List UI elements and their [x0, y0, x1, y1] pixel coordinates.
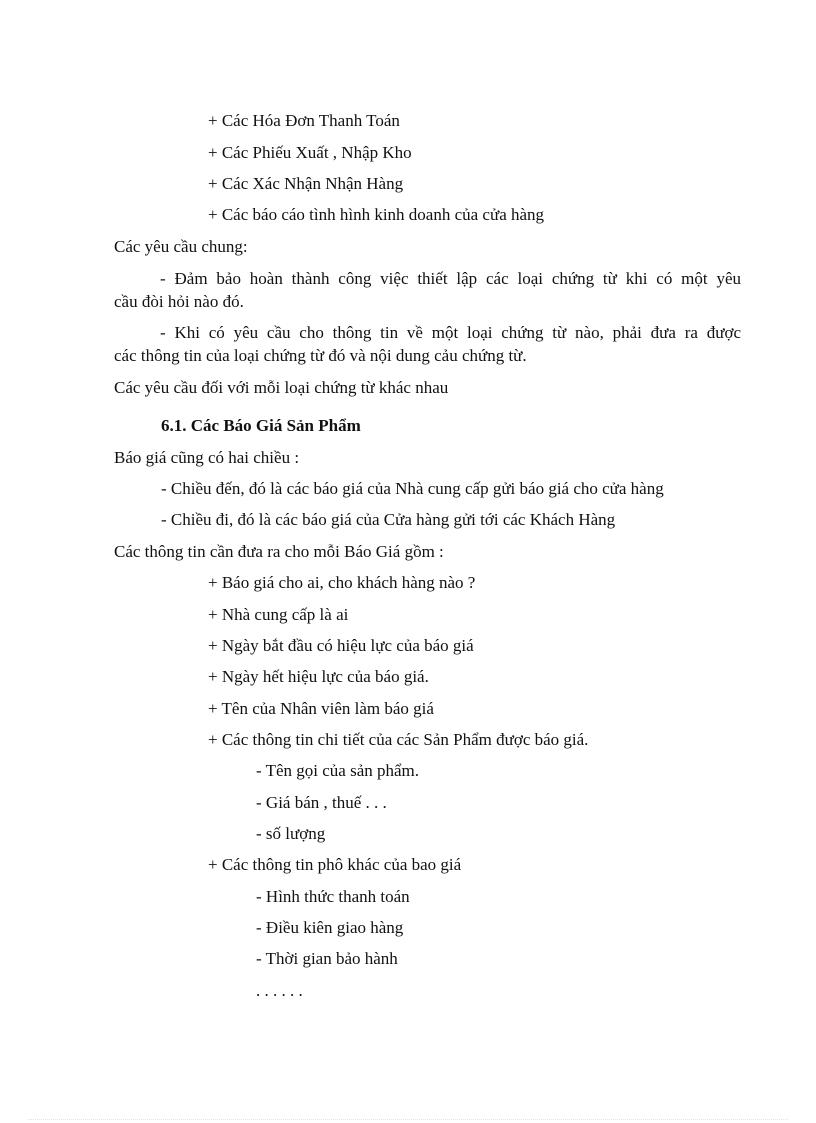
- footer-divider: [28, 1119, 788, 1120]
- other-item: - Hình thức thanh toán: [256, 887, 410, 906]
- section-heading: 6.1. Các Báo Giá Sản Phẩm: [161, 416, 361, 435]
- intro-item: + Các Phiếu Xuất , Nhập Kho: [208, 143, 412, 162]
- other-item: - Điều kiên giao hàng: [256, 918, 404, 937]
- other-item: - Thời gian bảo hành: [256, 949, 398, 968]
- info-item: + Các thông tin chi tiết của các Sản Phẩm được báo giá.: [208, 730, 589, 749]
- general-requirement-2-line2: các thông tin của loại chứng từ đó và nội dung cảu chứng từ.: [114, 346, 527, 365]
- per-type-requirements-title: Các yêu cầu đối với mỗi loại chứng từ khác nhau: [114, 378, 449, 397]
- info-item: + Báo giá cho ai, cho khách hàng nào ?: [208, 573, 476, 592]
- direction-out-item: - Chiều đi, đó là các báo giá của Cửa hàng gửi tới các Khách Hàng: [161, 510, 616, 529]
- direction-in-item: - Chiều đến, đó là các báo giá của Nhà cung cấp gửi báo giá cho cửa hàng: [161, 479, 664, 498]
- info-item: + Ngày hết hiệu lực của báo giá.: [208, 667, 429, 686]
- ellipsis: . . . . . .: [256, 981, 303, 1000]
- info-item: + Nhà cung cấp là ai: [208, 605, 349, 624]
- intro-item: + Các Hóa Đơn Thanh Toán: [208, 111, 400, 130]
- info-item: + Tên của Nhân viên làm báo giá: [208, 699, 434, 718]
- info-title: Các thông tin cần đưa ra cho mỗi Báo Giá gồm :: [114, 542, 444, 561]
- detail-item: - Giá bán , thuế . . .: [256, 793, 387, 812]
- detail-item: - số lượng: [256, 824, 326, 843]
- two-way-statement: Báo giá cũng có hai chiều :: [114, 448, 300, 467]
- intro-item: + Các báo cáo tình hình kinh doanh của cửa hàng: [208, 205, 545, 224]
- detail-item: - Tên gọi của sản phẩm.: [256, 761, 420, 780]
- general-requirement-1-line2: cầu đòi hỏi nào đó.: [114, 292, 244, 311]
- intro-item: + Các Xác Nhận Nhận Hàng: [208, 174, 404, 193]
- general-requirement-2-line1: - Khi có yêu cầu cho thông tin về một loại chứng từ nào, phải đưa ra được: [160, 323, 741, 342]
- other-info-title: + Các thông tin phô khác của bao giá: [208, 855, 462, 874]
- general-requirements-title: Các yêu cầu chung:: [114, 237, 248, 256]
- info-item: + Ngày bắt đầu có hiệu lực của báo giá: [208, 636, 474, 655]
- general-requirement-1-line1: - Đảm bảo hoàn thành công việc thiết lập các loại chứng từ khi có một yêu: [160, 269, 741, 288]
